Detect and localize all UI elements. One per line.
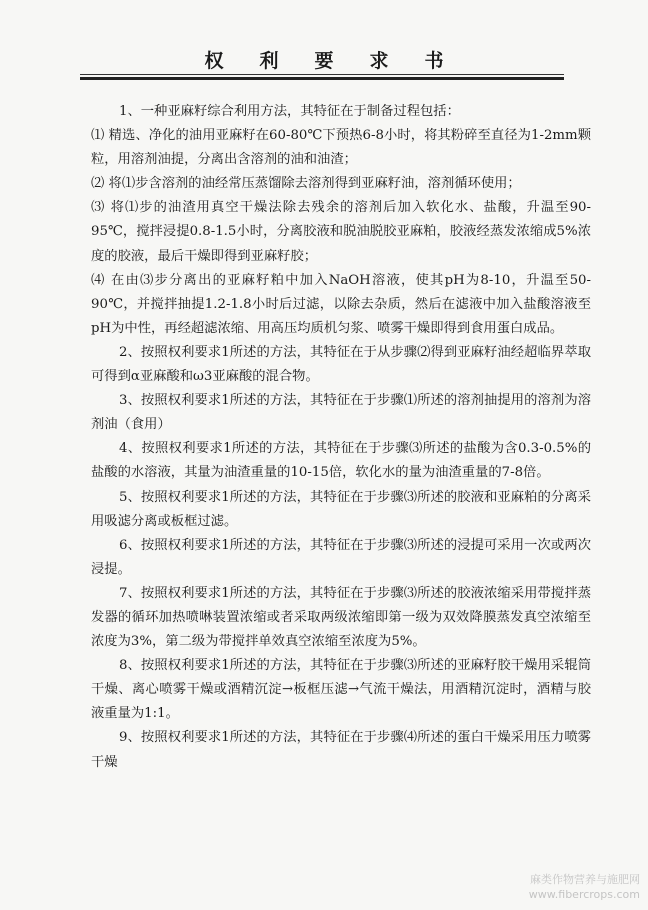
claim-paragraph: 4、按照权利要求1所述的方法，其特征在于步骤⑶所述的盐酸为含0.3-0.5%的盐酸的水溶液，其量为油渣重量的10-15倍，软化水的量为油渣重量的7-8倍。 bbox=[91, 441, 591, 481]
claim-paragraph: 9、按照权利要求1所述的方法，其特征在于步骤⑷所述的蛋白干燥采用压力喷雾干燥 bbox=[91, 730, 591, 770]
claim-paragraph: 2、按照权利要求1所述的方法，其特征在于从步骤⑵得到亚麻籽油经超临界萃取可得到α亚麻酸和ω3亚麻酸的混合物。 bbox=[91, 344, 591, 385]
claim-paragraph: 6、按照权利要求1所述的方法，其特征在于步骤⑶所述的浸提可采用一次或两次浸提。 bbox=[91, 537, 591, 577]
claims-body bbox=[91, 100, 591, 775]
claim-paragraph: 8、按照权利要求1所述的方法，其特征在于步骤⑶所述的亚麻籽胶干燥用采辊筒干燥、离心喷雾干燥或酒精沉淀→板框压滤→气流干燥法，用酒精沉淀时，酒精与胶液重量为1:1。 bbox=[91, 658, 591, 722]
claim-paragraph: 5、按照权利要求1所述的方法，其特征在于步骤⑶所述的胶液和亚麻粕的分离采用吸滤分离或板框过滤。 bbox=[91, 489, 591, 529]
site-watermark bbox=[529, 872, 640, 902]
claim-paragraph: 3、按照权利要求1所述的方法，其特征在于步骤⑴所述的溶剂抽提用的溶剂为溶剂油（食用） bbox=[91, 393, 591, 433]
claim-paragraph: ⑷ 在由⑶步分离出的亚麻籽粕中加入NaOH溶液，使其pH为8-10，升温至50-90℃，并搅拌抽提1.2-1.8小时后过滤，以除去杂质，然后在滤液中加入盐酸溶液至pH为中性，再经超滤浓缩、用高压均质机匀浆、喷雾干燥即得到食用蛋白成品。 bbox=[91, 272, 591, 336]
claim-paragraph: ⑵ 将⑴步含溶剂的油经常压蒸馏除去溶剂得到亚麻籽油，溶剂循环使用； bbox=[91, 176, 521, 192]
claim-paragraph: ⑶ 将⑴步的油渣用真空干燥法除去残余的溶剂后加入软化水、盐酸，升温至90-95℃，搅拌浸提0.8-1.5小时，分离胶液和脱油脱胶亚麻粕，胶液经蒸发浓缩成5%浓度的胶液，最后干燥即得到亚麻籽胶； bbox=[91, 200, 591, 264]
watermark-url: www.fibercrops.com bbox=[528, 888, 640, 901]
watermark-site-name: 麻类作物营养与施肥网 bbox=[530, 873, 640, 886]
claim-paragraph: ⑴ 精选、净化的油用亚麻籽在60-80℃下预热6-8小时，将其粉碎至直径为1-2mm颗粒，用溶剂油提，分离出含溶剂的油和油渣； bbox=[91, 128, 591, 168]
title-rule-thick bbox=[80, 77, 564, 80]
title-rule-thin bbox=[80, 74, 564, 75]
claim-paragraph: 7、按照权利要求1所述的方法，其特征在于步骤⑶所述的胶液浓缩采用带搅拌蒸发器的循环加热喷啉装置浓缩或者采取两级浓缩即第一级为双效降膜蒸发真空浓缩至浓度为3%，第二级为带搅拌单效真空浓缩至浓度为5%。 bbox=[91, 585, 591, 650]
page-title: 权利要求书 bbox=[204, 50, 480, 72]
claim-paragraph: 1、一种亚麻籽综合利用方法，其特征在于制备过程包括： bbox=[119, 104, 460, 119]
